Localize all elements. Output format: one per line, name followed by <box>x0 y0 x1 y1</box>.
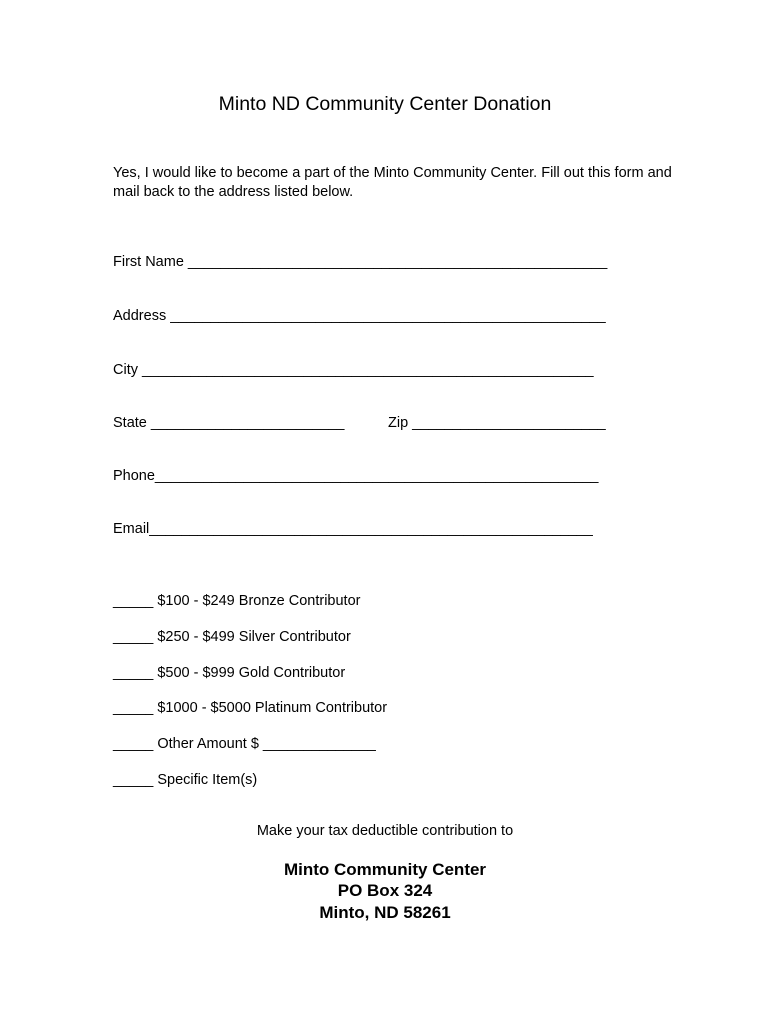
option-other-amount[interactable]: _____ Other Amount $ ______________ <box>113 736 376 752</box>
mailing-po-box: PO Box 324 <box>337 881 433 900</box>
option-gold[interactable]: _____ $500 - $999 Gold Contributor <box>113 665 346 681</box>
option-silver[interactable]: _____ $250 - $499 Silver Contributor <box>113 629 351 645</box>
phone-field[interactable]: Phone_______________________________________________________ <box>113 468 599 484</box>
zip-field[interactable]: Zip ________________________ <box>388 415 606 431</box>
email-field[interactable]: Email_______________________________________________________ <box>113 521 593 537</box>
state-field[interactable]: State ________________________ <box>113 415 345 431</box>
first-name-field[interactable]: First Name ____________________________________________________ <box>113 254 608 270</box>
page-title: Minto ND Community Center Donation <box>218 93 552 115</box>
address-field[interactable]: Address ______________________________________________________ <box>113 308 606 324</box>
option-bronze[interactable]: _____ $100 - $249 Bronze Contributor <box>113 593 361 609</box>
intro-paragraph: Yes, I would like to become a part of the Minto Community Center. Fill out this form and mail back to the address listed below. <box>113 165 672 200</box>
mailing-city-line: Minto, ND 58261 <box>319 903 451 922</box>
closing-text: Make your tax deductible contribution to <box>256 823 514 839</box>
option-platinum[interactable]: _____ $1000 - $5000 Platinum Contributor <box>113 700 388 716</box>
city-field[interactable]: City ________________________________________________________ <box>113 362 594 378</box>
mailing-name: Minto Community Center <box>283 860 487 879</box>
option-specific-items[interactable]: _____ Specific Item(s) <box>113 772 258 788</box>
